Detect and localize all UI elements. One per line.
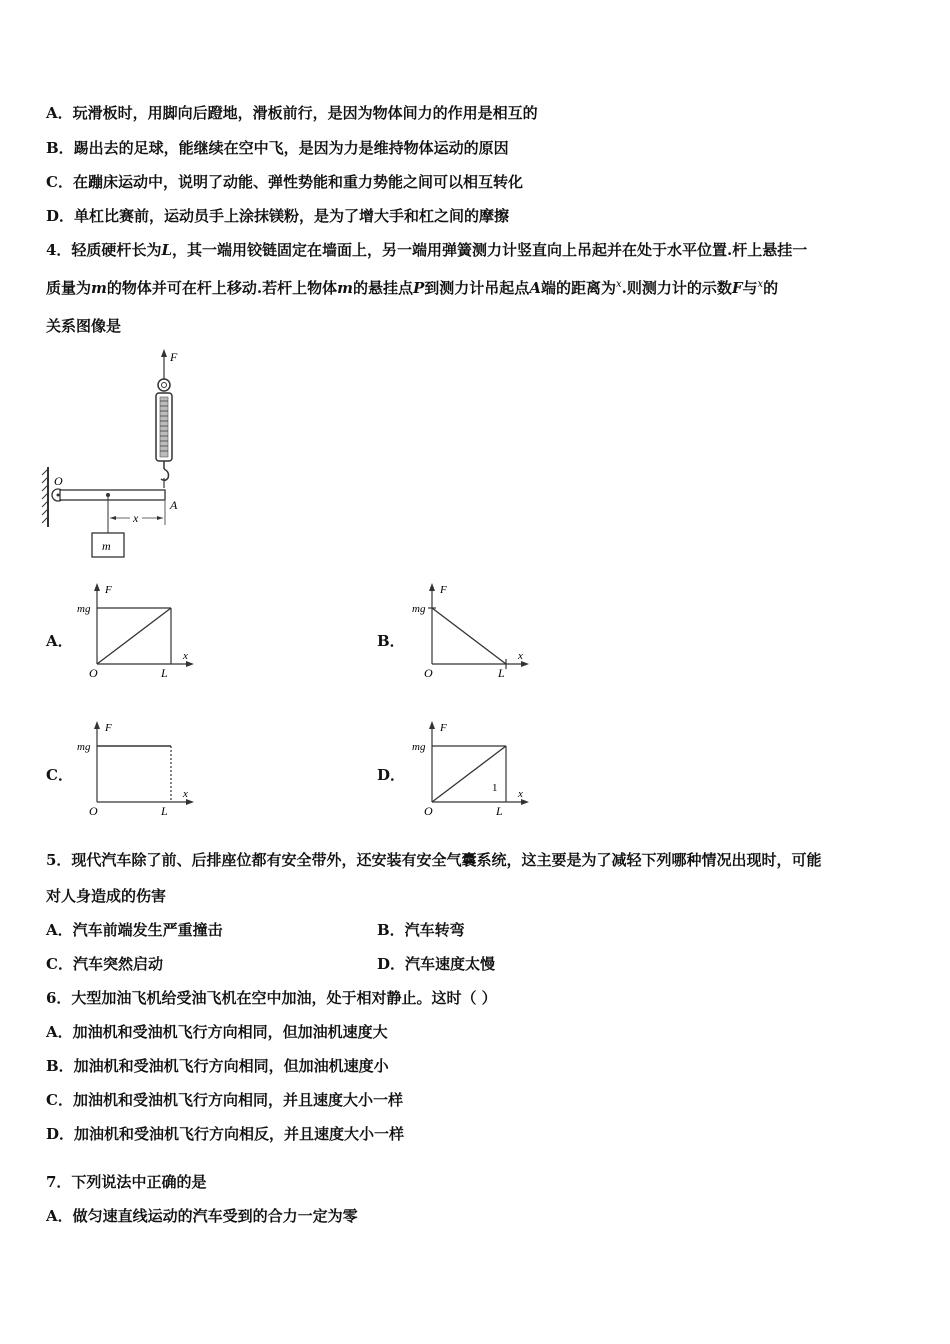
graph-a bbox=[75, 580, 200, 682]
y-arrow-icon bbox=[429, 583, 435, 591]
q4-text: 质量为 bbox=[46, 279, 92, 297]
label-x: x bbox=[183, 650, 188, 662]
q4-var-P: P bbox=[413, 279, 425, 297]
q5-option-d: D．汽车速度太慢 bbox=[377, 955, 496, 973]
arrow-head-icon bbox=[161, 349, 167, 357]
q6-option-c: C．加油机和受油机飞行方向相同，并且速度大小一样 bbox=[46, 1091, 403, 1109]
label-mg: mg bbox=[412, 603, 426, 615]
q6-stem: 6．大型加油飞机给受油飞机在空中加油，处于相对静止。这时（ ） bbox=[46, 989, 497, 1007]
q5-option-b: B．汽车转弯 bbox=[377, 921, 465, 939]
hanging-point bbox=[106, 493, 110, 497]
label-F: F bbox=[105, 722, 112, 734]
q4-text: 端的距离为 bbox=[540, 279, 616, 297]
label-x: x bbox=[518, 650, 523, 662]
y-arrow-icon bbox=[94, 583, 100, 591]
graph-c bbox=[75, 718, 200, 820]
q4-text: ，其一端用铰链固定在墙面上，另一端用弹簧测力计竖直向上吊起并在处于水平位置.杆上悬挂一 bbox=[172, 241, 808, 259]
q7-option-a: A．做匀速直线运动的汽车受到的合力一定为零 bbox=[46, 1207, 358, 1225]
q4-text: 的 bbox=[763, 279, 779, 297]
q3-option-d: D．单杠比赛前，运动员手上涂抹镁粉，是为了增大手和杠之间的摩擦 bbox=[46, 207, 510, 225]
label-O: O bbox=[424, 804, 433, 818]
hook-icon bbox=[161, 469, 169, 480]
q4-text: 与 bbox=[742, 279, 758, 297]
y-arrow-icon bbox=[429, 721, 435, 729]
label-F: F bbox=[170, 350, 178, 364]
q4-stem-line2 bbox=[46, 277, 778, 298]
label-L: L bbox=[498, 666, 505, 680]
label-x: x bbox=[183, 788, 188, 800]
q4-text: 的悬挂点 bbox=[353, 279, 414, 297]
graph-b bbox=[410, 580, 535, 682]
q3-option-b: B．踢出去的足球，能继续在空中飞，是因为力是维持物体运动的原因 bbox=[46, 139, 509, 157]
q4-setup-diagram bbox=[40, 345, 200, 565]
q4-text: 到测力计吊起点 bbox=[424, 279, 530, 297]
label-L: L bbox=[161, 804, 168, 818]
q6-option-b: B．加油机和受油机飞行方向相同，但加油机速度小 bbox=[46, 1057, 389, 1075]
label-L: L bbox=[161, 666, 168, 680]
q3-option-c: C．在蹦床运动中，说明了动能、弹性势能和重力势能之间可以相互转化 bbox=[46, 173, 523, 191]
q4-var-x: x bbox=[757, 279, 764, 290]
hinge-pin bbox=[57, 494, 60, 497]
graph-line bbox=[432, 608, 506, 664]
label-F: F bbox=[440, 584, 447, 596]
q4-option-a-label: A． bbox=[46, 632, 73, 650]
q4-text: 的物体并可在杆上移动.若杆上物体 bbox=[106, 279, 338, 297]
label-A: A bbox=[170, 498, 178, 512]
label-F: F bbox=[440, 722, 447, 734]
q4-var-F: F bbox=[731, 279, 743, 297]
label-O: O bbox=[89, 666, 98, 680]
q4-text: .则测力计的示数 bbox=[621, 279, 732, 297]
q3-option-a: A．玩滑板时，用脚向后蹬地，滑板前行，是因为物体间力的作用是相互的 bbox=[46, 104, 538, 122]
q4-var-x: x bbox=[615, 279, 622, 290]
label-x: x bbox=[518, 788, 523, 800]
q4-var-A: A bbox=[529, 279, 541, 297]
q5-stem-line2: 对人身造成的伤害 bbox=[46, 887, 167, 905]
ring-icon bbox=[158, 379, 170, 391]
q5-option-c: C．汽车突然启动 bbox=[46, 955, 163, 973]
q4-var-m: m bbox=[91, 279, 107, 297]
label-m: m bbox=[102, 539, 111, 553]
graph-d bbox=[410, 718, 535, 820]
q7-stem: 7．下列说法中正确的是 bbox=[46, 1173, 207, 1191]
rod bbox=[60, 490, 165, 500]
label-O: O bbox=[424, 666, 433, 680]
label-F: F bbox=[105, 584, 112, 596]
q4-option-b-label: B． bbox=[377, 632, 405, 650]
q4-var-L: L bbox=[161, 241, 172, 259]
q4-stem-line1 bbox=[46, 239, 807, 260]
q4-var-m: m bbox=[337, 279, 353, 297]
label-mg: mg bbox=[77, 741, 91, 753]
label-O: O bbox=[89, 804, 98, 818]
q4-option-d-label: D． bbox=[377, 766, 406, 784]
dim-arrow-icon bbox=[110, 516, 116, 520]
q4-option-c-label: C． bbox=[46, 766, 73, 784]
q6-option-a: A．加油机和受油机飞行方向相同，但加油机速度大 bbox=[46, 1023, 388, 1041]
label-1: 1 bbox=[492, 782, 498, 794]
y-arrow-icon bbox=[94, 721, 100, 729]
graph-line bbox=[97, 608, 171, 664]
ring-inner bbox=[162, 383, 167, 388]
dim-arrow-icon bbox=[157, 516, 163, 520]
label-L: L bbox=[496, 804, 503, 818]
q6-option-d: D．加油机和受油机飞行方向相反，并且速度大小一样 bbox=[46, 1125, 405, 1143]
label-mg: mg bbox=[77, 603, 91, 615]
q4-stem-line3: 关系图像是 bbox=[46, 317, 122, 335]
label-x: x bbox=[133, 511, 139, 525]
label-mg: mg bbox=[412, 741, 426, 753]
q5-option-a: A．汽车前端发生严重撞击 bbox=[46, 921, 223, 939]
q4-text: 4．轻质硬杆长为 bbox=[46, 241, 162, 259]
q5-stem-line1: 5．现代汽车除了前、后排座位都有安全带外，还安装有安全气囊系统，这主要是为了减轻下列哪种情况出现时，可能 bbox=[46, 851, 822, 869]
label-O: O bbox=[54, 474, 63, 488]
